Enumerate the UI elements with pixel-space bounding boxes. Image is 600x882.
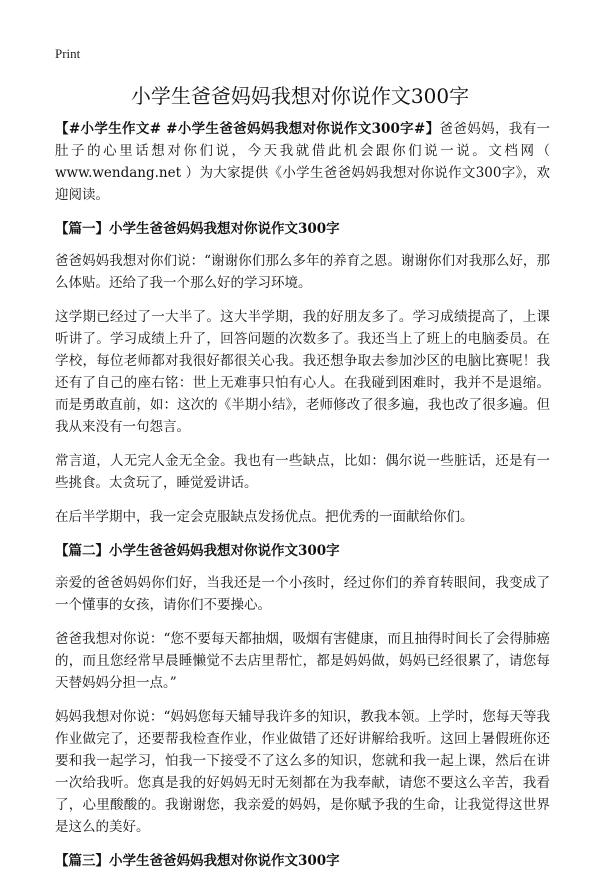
page-title: 小学生爸爸妈妈我想对你说作文300字 xyxy=(130,84,470,108)
section-1-paragraph-2: 这学期已经过了一大半了。这大半学期，我的好朋友多了。学习成绩提高了，上课听讲了。学习成绩上升了，回答问题的次数多了。我还当上了班上的电脑委员。在学校，每位老师都对我很好都很关心我。我还想争取去参加沙区的电脑比赛呢！我还有了自己的座右铭：世上无难事只怕有心人。在我碰到困难时，我并不是退缩。而是勇敢直前，如：这次的《半期小结》，老师修改了很多遍，我也改了很多遍。但我从来没有一句怨言。 xyxy=(55,309,550,435)
section-2-paragraph-3: 妈妈我想对你说：“妈妈您每天辅导我许多的知识，教我本领。上学时，您每天等我作业做完了，还要帮我检查作业，作业做错了还好讲解给我听。这回上暑假班你还要和我一起学习，怕我一下接受不了这么多的知识，您就和我一起上课，然后在讲一次给我听。您真是我的好妈妈无时无刻都在为我奉献，请您不要这么辛苦，我看了，心里酸酸的。我谢谢您，我亲爱的妈妈，是你赋予我的生命，让我觉得这世界是这么的美好。 xyxy=(55,709,550,835)
section-1-paragraph-1: 爸爸妈妈我想对你们说：“谢谢你们那么多年的养育之恩。谢谢你们对我那么好，那么体贴。还给了我一个那么好的学习环境。 xyxy=(55,253,550,291)
intro-paragraph xyxy=(55,118,550,206)
section-2-paragraph-2: 爸爸我想对你说：“您不要每天都抽烟，吸烟有害健康，而且抽得时间长了会得肺癌的，而且您经常早晨睡懒觉不去店里帮忙，都是妈妈做，妈妈已经很累了，请您每天替妈妈分担一点。” xyxy=(55,631,550,691)
section-heading-3: 【篇三】小学生爸爸妈妈我想对你说作文300字 xyxy=(55,853,340,869)
section-2-paragraph-1: 亲爱的爸爸妈妈你们好，当我还是一个小孩时，经过你们的养育转眼间，我变成了一个懂事的女孩，请你们不要操心。 xyxy=(55,575,550,613)
section-1-paragraph-3: 常言道，人无完人金无全金。我也有一些缺点，比如：偶尔说一些脏话，还是有一些挑食。太贪玩了，睡觉爱讲话。 xyxy=(55,453,550,491)
article-body xyxy=(55,118,550,882)
section-heading-2: 【篇二】小学生爸爸妈妈我想对你说作文300字 xyxy=(55,543,340,559)
section-1-paragraph-4: 在后半学期中，我一定会克服缺点发扬优点。把优秀的一面献给你们。 xyxy=(55,509,474,525)
section-heading-1: 【篇一】小学生爸爸妈妈我想对你说作文300字 xyxy=(55,221,340,237)
print-link[interactable]: Print xyxy=(55,46,81,61)
intro-text: 爸爸妈妈，我有一肚子的心里话想对你们说，今天我就借此机会跟你们说一说。文档网（ www.wendang.net ）为大家提供《小学生爸爸妈妈我想对你说作文300字》，欢迎阅读。 xyxy=(55,121,550,203)
intro-tag: 【#小学生作文# #小学生爸爸妈妈我想对你说作文300字#】 xyxy=(55,121,440,137)
